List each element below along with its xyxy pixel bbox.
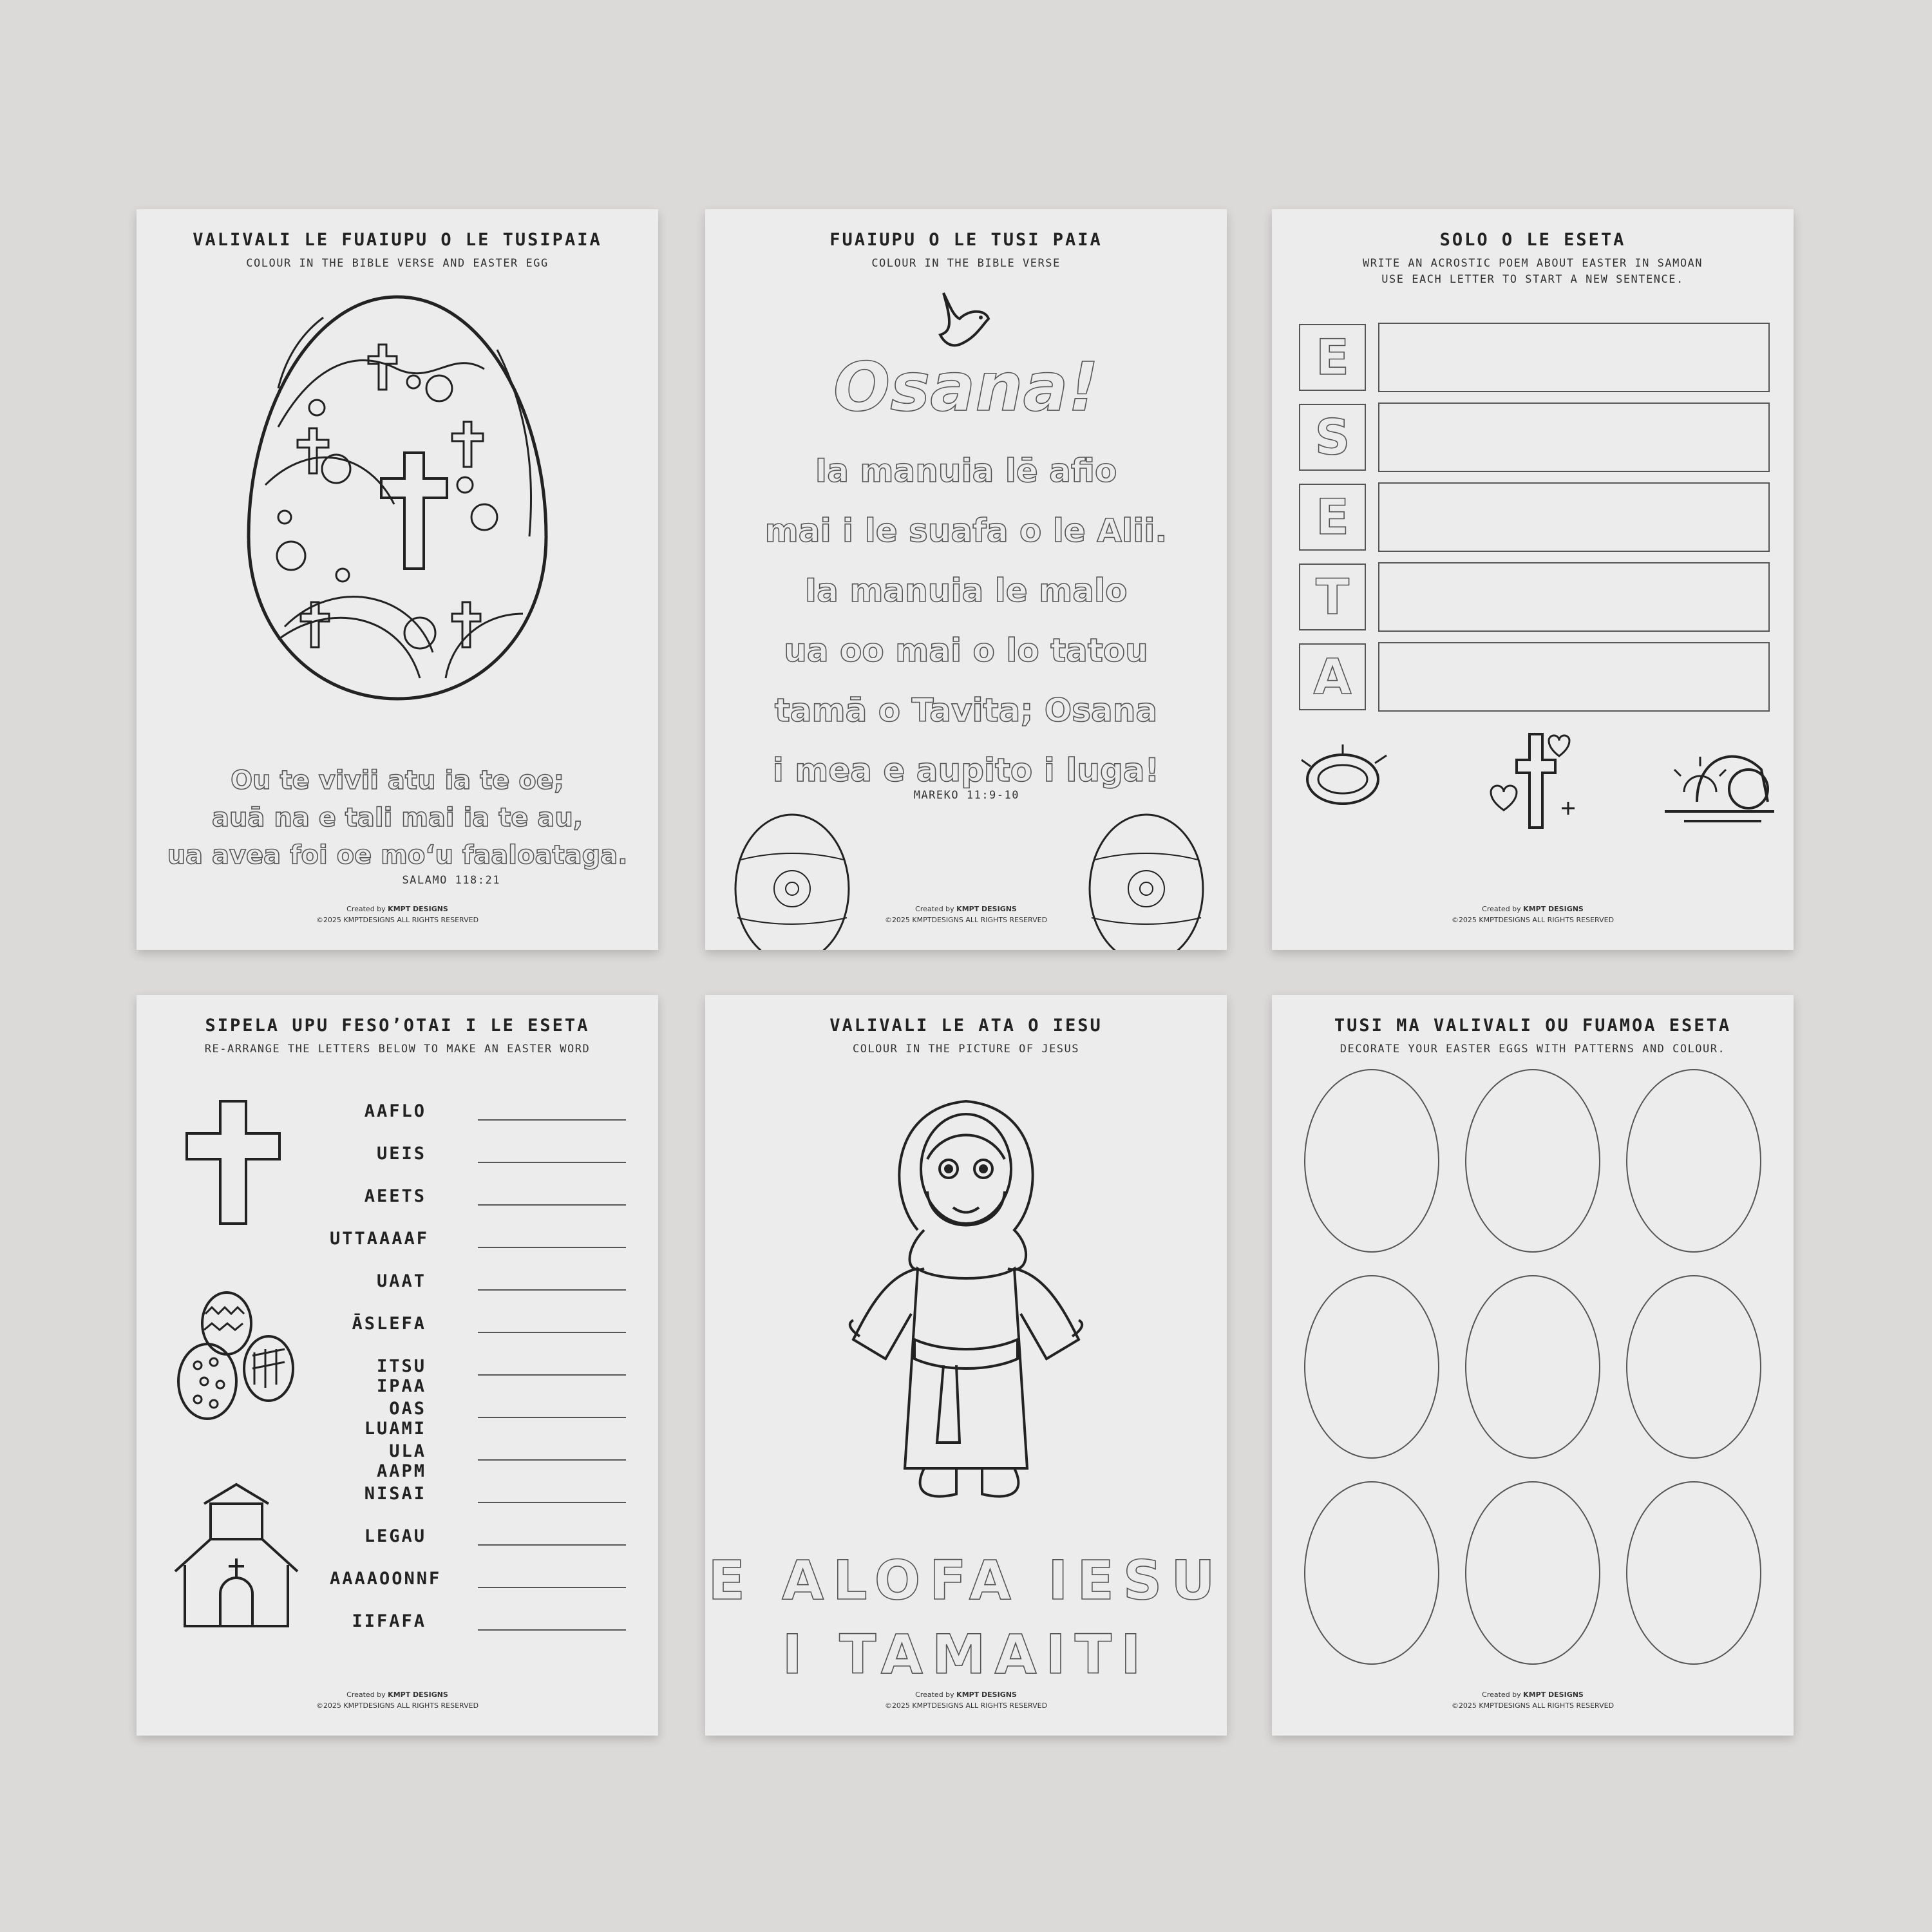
- scrambled-word: OAS LUAMI: [364, 1399, 426, 1439]
- scrambled-word: ITSU IPAA: [376, 1356, 426, 1396]
- empty-tomb-icon: [1658, 731, 1781, 828]
- page-title: TUSI MA VALIVALI OU FUAMOA ESETA: [1334, 1016, 1732, 1036]
- scrambled-word: ULA AAPM: [376, 1441, 426, 1481]
- decorated-egg-icon: [1085, 808, 1208, 950]
- worksheet-word-scramble: [137, 995, 658, 1736]
- blank-egg-outline[interactable]: [1304, 1275, 1439, 1459]
- answer-line[interactable]: [478, 1332, 626, 1333]
- answer-line[interactable]: [478, 1417, 626, 1418]
- scrambled-word: AAFLO: [364, 1101, 426, 1121]
- blank-egg-outline[interactable]: [1304, 1069, 1439, 1253]
- scrambled-word: NISAI: [364, 1484, 426, 1504]
- blank-egg-outline[interactable]: [1465, 1275, 1600, 1459]
- worksheet-colour-jesus: [705, 995, 1227, 1736]
- blank-egg-outline[interactable]: [1626, 1069, 1761, 1253]
- acrostic-letter: A: [1299, 643, 1366, 710]
- answer-line[interactable]: [478, 1374, 626, 1376]
- bible-verse: Ou te vivii atu ia te oe; auā na e tali mai ia te au, ua avea foi oe mo‘u faaloataga.: [167, 766, 628, 870]
- worksheet-bible-verse: [705, 209, 1227, 950]
- acrostic-write-box[interactable]: [1378, 402, 1770, 472]
- scrambled-word: UEIS: [376, 1144, 426, 1164]
- page-title: SIPELA UPU FESO’OTAI I LE ESETA: [205, 1016, 590, 1036]
- scrambled-word: UTTAAAAF: [330, 1229, 430, 1249]
- answer-line[interactable]: [478, 1629, 626, 1631]
- page-subtitle: WRITE AN ACROSTIC POEM ABOUT EASTER IN SAMOAN USE EACH LETTER TO START A NEW SENTENCE.: [1362, 257, 1703, 286]
- answer-line[interactable]: [478, 1289, 626, 1291]
- page-title: VALIVALI LE FUAIUPU O LE TUSIPAIA: [193, 230, 602, 250]
- worksheet-colour-verse-egg: [137, 209, 658, 950]
- acrostic-write-box[interactable]: [1378, 482, 1770, 552]
- bible-verse: Ia manuia lē afio mai i le suafa o le Alii. Ia manuia le malo ua oo mai o lo tatou tamā o Tavita; Osana i mea e aupito i luga!: [764, 452, 1168, 789]
- blank-egg-outline[interactable]: [1304, 1481, 1439, 1665]
- blank-egg-outline[interactable]: [1626, 1481, 1761, 1665]
- blank-egg-outline[interactable]: [1465, 1481, 1600, 1665]
- answer-line[interactable]: [478, 1162, 626, 1163]
- scrambled-word: UAAT: [376, 1271, 426, 1291]
- page-subtitle: COLOUR IN THE BIBLE VERSE AND EASTER EGG: [246, 257, 549, 270]
- verse-reference: SALAMO 118:21: [402, 874, 500, 887]
- footer: Created by KMPT DESIGNS ©2025 KMPTDESIGNS ALL RIGHTS RESERVED: [1451, 1690, 1615, 1710]
- cross-icon: [182, 1098, 285, 1227]
- answer-line[interactable]: [478, 1544, 626, 1546]
- page-subtitle: COLOUR IN THE BIBLE VERSE: [871, 257, 1061, 270]
- answer-line[interactable]: [478, 1587, 626, 1588]
- acrostic-write-box[interactable]: [1378, 323, 1770, 392]
- acrostic-write-box[interactable]: [1378, 642, 1770, 712]
- worksheet-decorate-eggs: [1272, 995, 1794, 1736]
- church-icon: [172, 1481, 301, 1629]
- answer-line[interactable]: [478, 1502, 626, 1503]
- acrostic-write-box[interactable]: [1378, 562, 1770, 632]
- easter-egg-illustration: [240, 292, 555, 704]
- worksheet-acrostic-poem: [1272, 209, 1794, 950]
- scrambled-word: AAAAOONNF: [330, 1569, 442, 1589]
- acrostic-letter: S: [1299, 404, 1366, 471]
- answer-line[interactable]: [478, 1119, 626, 1121]
- blank-egg-outline[interactable]: [1626, 1275, 1761, 1459]
- footer: Created by KMPT DESIGNS ©2025 KMPTDESIGNS ALL RIGHTS RESERVED: [1451, 905, 1615, 924]
- answer-line[interactable]: [478, 1459, 626, 1461]
- page-subtitle: DECORATE YOUR EASTER EGGS WITH PATTERNS AND COLOUR.: [1340, 1043, 1726, 1056]
- dove-icon: [924, 280, 1001, 357]
- scrambled-word: IIFAFA: [352, 1611, 426, 1631]
- scrambled-word: ĀSLEFA: [352, 1314, 426, 1334]
- answer-line[interactable]: [478, 1247, 626, 1248]
- acrostic-letter: T: [1299, 564, 1366, 630]
- scrambled-word: AEETS: [364, 1186, 426, 1206]
- crown-of-thorns-icon: [1298, 737, 1394, 815]
- page-title: FUAIUPU O LE TUSI PAIA: [829, 230, 1103, 250]
- acrostic-letter: E: [1299, 324, 1366, 391]
- page-subtitle: COLOUR IN THE PICTURE OF JESUS: [852, 1043, 1080, 1056]
- page-subtitle: RE-ARRANGE THE LETTERS BELOW TO MAKE AN EASTER WORD: [204, 1043, 591, 1056]
- easter-eggs-icon: [172, 1285, 301, 1426]
- footer: Created by KMPT DESIGNS ©2025 KMPTDESIGNS ALL RIGHTS RESERVED: [316, 1690, 479, 1710]
- acrostic-letter: E: [1299, 484, 1366, 551]
- footer: Created by KMPT DESIGNS ©2025 KMPTDESIGNS ALL RIGHTS RESERVED: [316, 905, 479, 924]
- page-title: SOLO O LE ESETA: [1439, 230, 1626, 250]
- heading-line-1: E ALOFA IESU: [708, 1549, 1224, 1612]
- jesus-illustration: [847, 1082, 1085, 1513]
- heading-osana: Osana!: [833, 348, 1099, 426]
- page-title: VALIVALI LE ATA O IESU: [829, 1016, 1103, 1036]
- blank-egg-outline[interactable]: [1465, 1069, 1600, 1253]
- verse-reference: MAREKO 11:9-10: [913, 789, 1019, 802]
- scrambled-word: LEGAU: [364, 1526, 426, 1546]
- heading-line-2: I TAMAITI: [782, 1623, 1150, 1686]
- answer-line[interactable]: [478, 1204, 626, 1206]
- cross-heart-icon: [1478, 728, 1587, 831]
- decorated-egg-icon: [731, 808, 853, 950]
- footer: Created by KMPT DESIGNS ©2025 KMPTDESIGNS ALL RIGHTS RESERVED: [884, 1690, 1048, 1710]
- footer: Created by KMPT DESIGNS ©2025 KMPTDESIGNS ALL RIGHTS RESERVED: [884, 905, 1048, 924]
